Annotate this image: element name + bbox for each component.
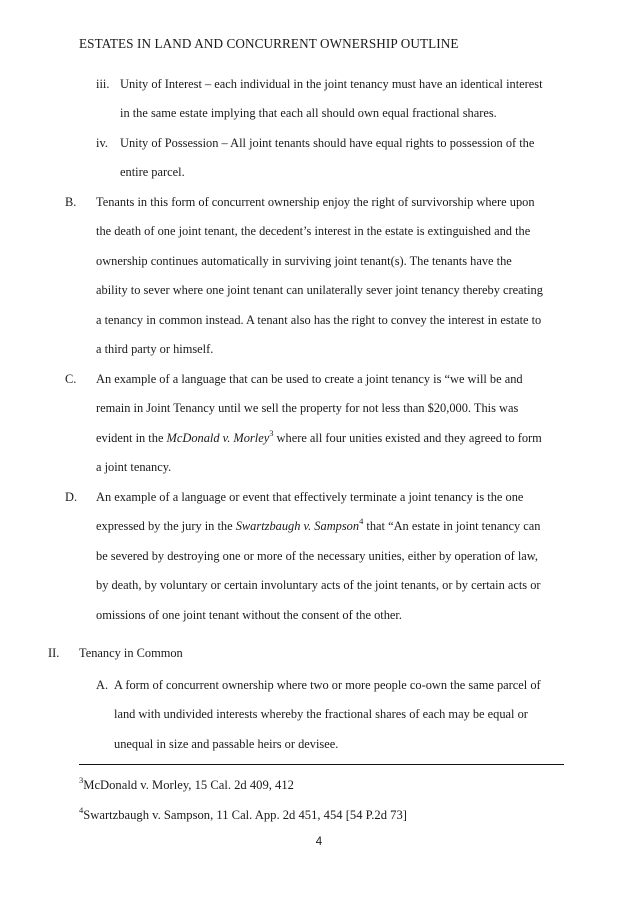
section-b-line: a third party or himself. [96, 342, 214, 356]
section-d-label: D. [65, 490, 78, 504]
footnote-text: Swartzbaugh v. Sampson, 11 Cal. App. 2d 451, 454 [54 P.2d 73] [83, 808, 407, 822]
footnote-ref-4: 4 [359, 515, 364, 526]
case-name-swartzbaugh: Swartzbaugh v. Sampson [235, 519, 360, 533]
section-d-text: expressed by the jury in the [96, 519, 236, 533]
section-d-text: that “An estate in joint tenancy can [363, 519, 541, 533]
case-name-mcdonald: McDonald v. Morley [166, 431, 270, 445]
section-b-line: ability to sever where one joint tenant can unilaterally sever joint tenancy thereby creating [96, 283, 543, 297]
running-header: ESTATES IN LAND AND CONCURRENT OWNERSHIP OUTLINE [79, 36, 459, 51]
item-iv-line: entire parcel. [120, 165, 185, 179]
section-d-line: be severed by destroying one or more of the necessary unities, either by operation of law, [96, 549, 539, 563]
footnote-ref-3: 3 [269, 427, 274, 438]
item-iii-line: Unity of Interest – each individual in the joint tenancy must have an identical interest [120, 77, 543, 91]
footnote-3 [79, 774, 294, 793]
section-ii-a-label: A. [96, 678, 109, 692]
section-ii-a-line: A form of concurrent ownership where two or more people co-own the same parcel of [114, 678, 541, 692]
section-ii-heading: Tenancy in Common [79, 646, 183, 660]
section-c-line: remain in Joint Tenancy until we sell the property for not less than $20,000. This was [96, 401, 519, 415]
footnote-4 [79, 804, 407, 823]
section-c-line [96, 427, 542, 446]
item-iv-line: Unity of Possession – All joint tenants should have equal rights to possession of the [120, 136, 535, 150]
footnote-mark: 3 [79, 774, 84, 785]
section-d-line: by death, by voluntary or certain involuntary acts of the joint tenants, or by certain acts or [96, 578, 541, 592]
section-b-line: ownership continues automatically in surviving joint tenant(s). The tenants have the [96, 254, 512, 268]
footnote-mark: 4 [79, 804, 84, 815]
item-iii-line: in the same estate implying that each all should own equal fractional shares. [120, 106, 497, 120]
section-b-label: B. [65, 195, 77, 209]
section-b-line: the death of one joint tenant, the decedent’s interest in the estate is extinguished and the [96, 224, 531, 238]
section-d-line: An example of a language or event that effectively terminate a joint tenancy is the one [96, 490, 524, 504]
section-d-line [96, 515, 541, 534]
section-d-line: omissions of one joint tenant without the consent of the other. [96, 608, 402, 622]
section-c-label: C. [65, 372, 77, 386]
section-c-line: a joint tenancy. [96, 460, 172, 474]
section-c-text: evident in the [96, 431, 167, 445]
section-b-line: Tenants in this form of concurrent ownership enjoy the right of survivorship where upon [96, 195, 535, 209]
section-ii-a-line: land with undivided interests whereby the fractional shares of each may be equal or [114, 707, 528, 721]
section-c-line: An example of a language that can be used to create a joint tenancy is “we will be and [96, 372, 523, 386]
section-ii-a-line: unequal in size and passable heirs or devisee. [114, 737, 339, 751]
section-b-line: a tenancy in common instead. A tenant also has the right to convey the interest in estate to [96, 313, 542, 327]
footnote-text: McDonald v. Morley, 15 Cal. 2d 409, 412 [83, 778, 294, 792]
footnote-separator [79, 764, 564, 765]
section-ii-label: II. [48, 646, 60, 660]
section-c-text: where all four unities existed and they agreed to form [273, 431, 542, 445]
page-number: 4 [315, 836, 323, 848]
item-iii-label: iii. [96, 77, 110, 91]
item-iv-label: iv. [96, 136, 108, 150]
